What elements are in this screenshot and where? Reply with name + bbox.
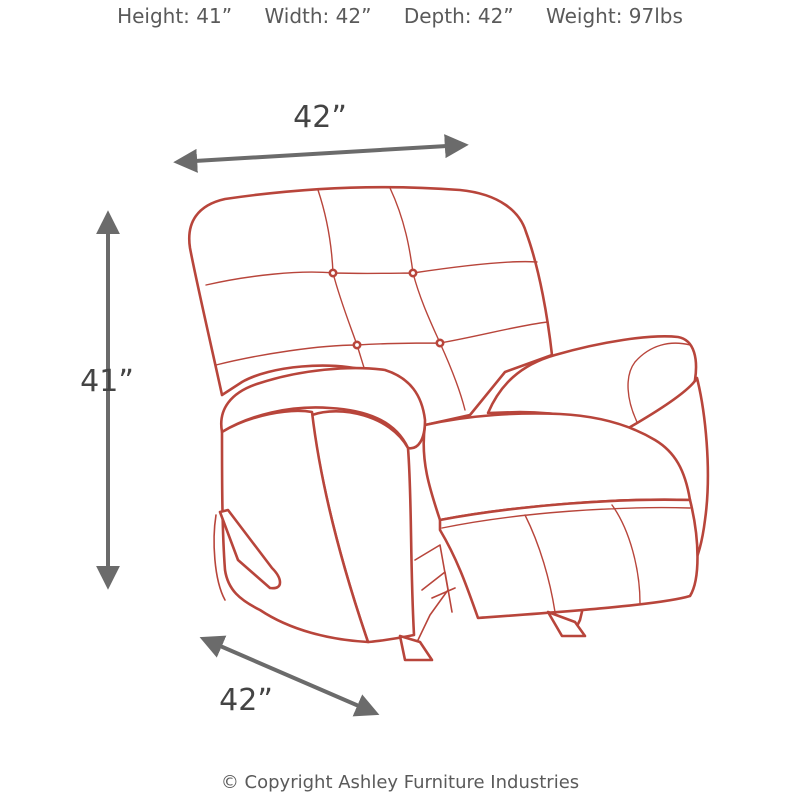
tuft-button [410,270,416,276]
footrest-outline [440,500,698,618]
width-arrow [178,145,464,162]
height-dimension-label: 41” [80,364,134,399]
tuft-button [437,340,443,346]
tuft-button [354,342,360,348]
footrest-linkage [415,545,455,640]
copyright-notice: © Copyright Ashley Furniture Industries [220,772,580,793]
width-dimension-label: 42” [293,100,347,135]
spec-depth: Depth: 42” [403,4,514,28]
depth-dimension-label: 42” [219,683,273,718]
tuft-button [330,270,336,276]
spec-width: Width: 42” [264,4,372,28]
front-left-leg [400,636,432,660]
spec-weight: Weight: 97lbs [546,4,683,28]
spec-height: Height: 41” [117,4,233,28]
recliner-drawing [189,187,708,660]
